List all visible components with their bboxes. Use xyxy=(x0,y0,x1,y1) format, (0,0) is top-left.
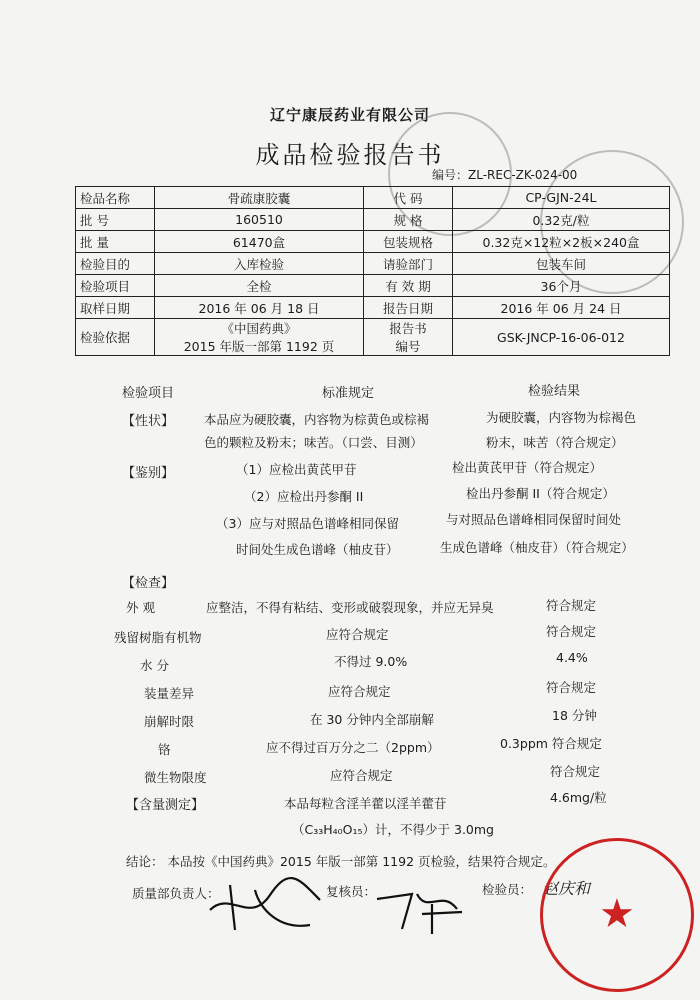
info-row xyxy=(76,231,670,253)
appearance-label: 外 观 xyxy=(126,600,155,615)
quality-dept-seal xyxy=(540,838,694,992)
qa-head-signature xyxy=(200,870,330,940)
basis-value xyxy=(155,319,364,356)
basis-label: 检验依据 xyxy=(76,319,155,356)
items-value: 全检 xyxy=(155,275,364,297)
assay-label: 【含量测定】 xyxy=(126,798,205,813)
identification-res-3b: 生成色谱峰（柚皮苷）（符合规定） xyxy=(440,540,634,555)
purpose-value: 入库检验 xyxy=(155,253,364,275)
residue-result: 符合规定 xyxy=(546,624,597,639)
residue-label: 残留树脂有机物 xyxy=(114,630,202,645)
info-table xyxy=(75,186,670,356)
appearance-result: 符合规定 xyxy=(546,598,597,613)
packing-value: 0.32克×12粒×2板×240盒 xyxy=(453,231,670,253)
disintegration-result: 18 分钟 xyxy=(552,708,597,723)
inspector-label: 检验员： xyxy=(482,882,533,897)
report-date-value: 2016 年 06 月 24 日 xyxy=(453,297,670,319)
info-row xyxy=(76,209,670,231)
dept-label: 请验部门 xyxy=(364,253,453,275)
info-row xyxy=(76,275,670,297)
water-standard: 不得过 9.0% xyxy=(334,654,408,669)
info-row xyxy=(76,319,670,356)
characters-label: 【性状】 xyxy=(122,414,175,429)
report-no-label-2: 编号 xyxy=(395,339,421,354)
report-no-value: GSK-JNCP-16-06-012 xyxy=(453,319,670,356)
report-date-label: 报告日期 xyxy=(364,297,453,319)
basis-line-2: 2015 年版一部第 1192 页 xyxy=(183,339,335,354)
results-header-result: 检验结果 xyxy=(528,384,581,399)
weight-standard: 应符合规定 xyxy=(328,684,391,699)
validity-value: 36个月 xyxy=(453,275,670,297)
sample-date-value: 2016 年 06 月 18 日 xyxy=(155,297,364,319)
company-name: 辽宁康辰药业有限公司 xyxy=(269,106,430,124)
dept-value: 包装车间 xyxy=(453,253,670,275)
info-row xyxy=(76,187,670,209)
assay-standard-1: 本品每粒含淫羊藿以淫羊藿苷 xyxy=(284,796,447,811)
identification-res-1: 检出黄芪甲苷（符合规定） xyxy=(452,460,603,475)
inspector-name: 赵庆和 xyxy=(542,879,591,898)
sample-date-label: 取样日期 xyxy=(76,297,155,319)
report-no-label-1: 报告书 xyxy=(389,321,427,336)
seal-star-icon: ★ xyxy=(599,891,635,937)
report-no-label xyxy=(364,319,453,356)
appearance-standard: 应整洁，不得有粘结、变形或破裂现象，并应无异臭 xyxy=(206,600,494,615)
info-row xyxy=(76,253,670,275)
basis-line-1: 《中国药典》 xyxy=(221,321,297,336)
code-value: CP-GJN-24L xyxy=(453,187,670,209)
identification-res-2: 检出丹参酮 II（符合规定） xyxy=(466,486,615,501)
disintegration-standard: 在 30 分钟内全部崩解 xyxy=(310,712,434,727)
water-result: 4.4% xyxy=(556,650,588,665)
checks-label: 【检查】 xyxy=(122,576,175,591)
identification-std-3b: 时间处生成色谱峰（柚皮苷） xyxy=(236,542,399,557)
document-code: 编号：ZL-REC-ZK-024-00 xyxy=(432,168,578,182)
results-header-item: 检验项目 xyxy=(122,386,175,401)
residue-standard: 应符合规定 xyxy=(326,627,389,642)
weight-label: 装量差异 xyxy=(144,686,195,701)
characters-result-1: 为硬胶囊，内容物为棕褐色 xyxy=(486,410,637,425)
quantity-label: 批 量 xyxy=(76,231,155,253)
characters-standard-1: 本品应为硬胶囊，内容物为棕黄色或棕褐 xyxy=(204,412,430,427)
chromium-result: 0.3ppm 符合规定 xyxy=(500,736,602,751)
identification-std-3a: （3）应与对照品色谱峰相同保留 xyxy=(216,516,399,531)
validity-label: 有 效 期 xyxy=(364,275,453,297)
items-label: 检验项目 xyxy=(76,275,155,297)
spec-label: 规 格 xyxy=(364,209,453,231)
microbial-result: 符合规定 xyxy=(550,764,601,779)
qa-head-label: 质量部负责人： xyxy=(132,886,220,901)
water-label: 水 分 xyxy=(140,658,169,673)
reviewer-signature xyxy=(372,884,467,939)
batch-value: 160510 xyxy=(155,209,364,231)
report-title: 成品检验报告书 xyxy=(255,141,445,169)
code-label: 代 码 xyxy=(364,187,453,209)
product-value: 骨疏康胶囊 xyxy=(155,187,364,209)
identification-std-1: （1）应检出黄芪甲苷 xyxy=(236,462,357,477)
results-header-standard: 标准规定 xyxy=(322,386,375,401)
characters-result-2: 粉末，味苦（符合规定） xyxy=(486,435,624,450)
info-row xyxy=(76,297,670,319)
reviewer-label: 复核员： xyxy=(326,884,377,899)
assay-standard-2: （C₃₃H₄₀O₁₅）计，不得少于 3.0mg xyxy=(292,822,494,837)
weight-result: 符合规定 xyxy=(546,680,597,695)
microbial-standard: 应符合规定 xyxy=(330,768,393,783)
assay-result: 4.6mg/粒 xyxy=(550,790,607,805)
characters-standard-2: 色的颗粒及粉末；味苦。（口尝、目测） xyxy=(204,435,423,450)
identification-res-3a: 与对照品色谱峰相同保留时间处 xyxy=(446,512,622,527)
spec-value: 0.32克/粒 xyxy=(453,209,670,231)
product-label: 检品名称 xyxy=(76,187,155,209)
disintegration-label: 崩解时限 xyxy=(144,714,195,729)
quantity-value: 61470盒 xyxy=(155,231,364,253)
chromium-standard: 应不得过百万分之二（2ppm） xyxy=(266,740,440,755)
packing-label: 包装规格 xyxy=(364,231,453,253)
purpose-label: 检验目的 xyxy=(76,253,155,275)
chromium-label: 铬 xyxy=(158,742,171,757)
conclusion: 结论： 本品按《中国药典》2015 年版一部第 1192 页检验，结果符合规定。 xyxy=(126,854,556,869)
batch-label: 批 号 xyxy=(76,209,155,231)
identification-label: 【鉴别】 xyxy=(122,466,175,481)
microbial-label: 微生物限度 xyxy=(144,770,207,785)
identification-std-2: （2）应检出丹参酮 II xyxy=(244,489,364,504)
